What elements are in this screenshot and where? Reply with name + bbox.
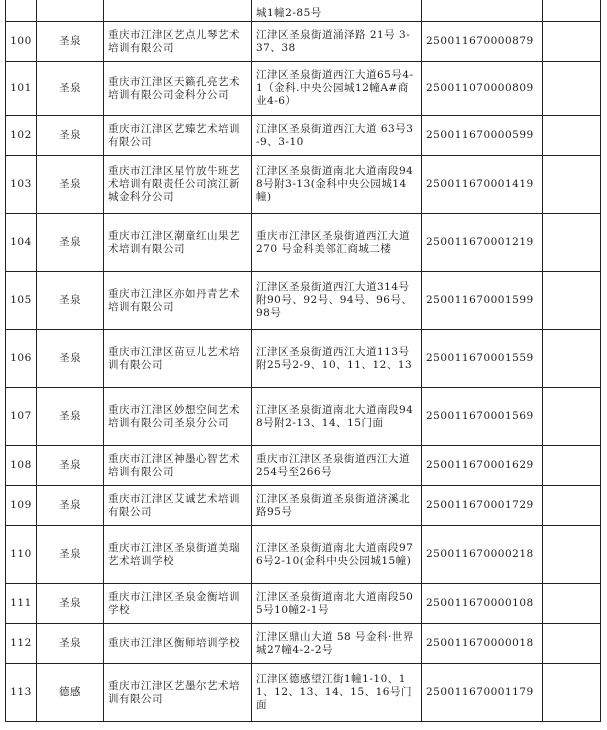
cell-name: 重庆市江津区圣泉金衡培训学校	[104, 584, 252, 624]
table-row-partial	[6, 0, 601, 22]
cell-address: 江津区德感望江街1幢1-10、11、12、13、14、15、16号门面	[252, 664, 422, 722]
cell-address: 江津区圣泉街道南北大道南段948号附3-13(金科中央公园城14幢)	[252, 156, 422, 214]
cell-blank	[543, 22, 601, 62]
registration-table	[5, 0, 601, 722]
cell-code: 250011670001219	[422, 214, 543, 272]
cell-area: 圣泉	[37, 486, 104, 526]
table-row	[6, 22, 601, 62]
cell-name: 重庆市江津区神墨心智艺术培训有限公司	[104, 446, 252, 486]
cell-blank	[543, 156, 601, 214]
cell-name: 重庆市江津区妙想空间艺术培训有限公司圣泉分公司	[104, 388, 252, 446]
cell-area: 圣泉	[37, 62, 104, 116]
cell-area: 圣泉	[37, 214, 104, 272]
cell-no: 110	[6, 526, 37, 584]
cell-code: 250011670001629	[422, 446, 543, 486]
table-row	[6, 584, 601, 624]
cell-address: 江津区圣泉街道南北大道南段505号10幢2-1号	[252, 584, 422, 624]
table-row	[6, 272, 601, 330]
table-row	[6, 214, 601, 272]
cell-no: 108	[6, 446, 37, 486]
cell-area	[37, 0, 104, 22]
cell-blank	[543, 214, 601, 272]
cell-address: 重庆市江津区圣泉街道西江大道 270 号金科美邻汇商城二楼	[252, 214, 422, 272]
cell-code: 250011670000218	[422, 526, 543, 584]
cell-name: 重庆市江津区衡师培训学校	[104, 624, 252, 664]
cell-no: 104	[6, 214, 37, 272]
cell-area: 圣泉	[37, 156, 104, 214]
cell-address: 江津区圣泉街道西江大道65号4-1（金科.中央公园城12幢A#商业4-6）	[252, 62, 422, 116]
cell-address: 江津区圣泉街道西江大道 63号3-9、3-10	[252, 116, 422, 156]
table-row	[6, 624, 601, 664]
cell-area: 圣泉	[37, 526, 104, 584]
table-row	[6, 388, 601, 446]
table-row	[6, 446, 601, 486]
cell-blank	[543, 446, 601, 486]
cell-address: 江津区圣泉街道涌泽路 21号 3-37、38	[252, 22, 422, 62]
cell-code: 250011670001419	[422, 156, 543, 214]
table-row	[6, 156, 601, 214]
cell-no: 103	[6, 156, 37, 214]
cell-blank	[543, 486, 601, 526]
cell-name: 重庆市江津区圣泉街道美瑞艺术培训学校	[104, 526, 252, 584]
cell-no: 113	[6, 664, 37, 722]
cell-code: 250011670000018	[422, 624, 543, 664]
cell-address: 江津区鼎山大道 58 号金科·世界城27幢4-2-2号	[252, 624, 422, 664]
cell-address: 江津区圣泉街道南北大道南段976号2-10(金科中央公园城15幢)	[252, 526, 422, 584]
cell-area: 德感	[37, 664, 104, 722]
cell-name: 重庆市江津区艺点儿琴艺术培训有限公司	[104, 22, 252, 62]
cell-code: 250011670000108	[422, 584, 543, 624]
cell-no: 105	[6, 272, 37, 330]
cell-no: 107	[6, 388, 37, 446]
cell-blank	[543, 62, 601, 116]
cell-no: 111	[6, 584, 37, 624]
cell-blank	[543, 664, 601, 722]
cell-no: 106	[6, 330, 37, 388]
cell-name: 重庆市江津区艺臻艺术培训有限公司	[104, 116, 252, 156]
table-row	[6, 116, 601, 156]
cell-address: 江津区圣泉街道南北大道南段948号附2-13、14、15门面	[252, 388, 422, 446]
cell-name: 重庆市江津区潮童红山果艺术培训有限公司	[104, 214, 252, 272]
cell-no: 109	[6, 486, 37, 526]
cell-blank	[543, 330, 601, 388]
cell-code: 250011670000599	[422, 116, 543, 156]
cell-area: 圣泉	[37, 116, 104, 156]
cell-blank	[543, 526, 601, 584]
table-row	[6, 330, 601, 388]
cell-blank	[543, 272, 601, 330]
cell-no: 100	[6, 22, 37, 62]
cell-code: 250011070000809	[422, 62, 543, 116]
cell-name: 重庆市江津区天籁孔亮艺术培训有限公司金科分公司	[104, 62, 252, 116]
cell-no: 102	[6, 116, 37, 156]
cell-name: 重庆市江津区亦如丹青艺术培训有限公司	[104, 272, 252, 330]
cell-no: 101	[6, 62, 37, 116]
cell-address: 重庆市江津区圣泉街道西江大道254号至266号	[252, 446, 422, 486]
cell-code: 250011670000879	[422, 22, 543, 62]
cell-no: 112	[6, 624, 37, 664]
cell-blank	[543, 388, 601, 446]
cell-code: 250011670001729	[422, 486, 543, 526]
cell-blank	[543, 0, 601, 22]
cell-address: 城1幢2-85号	[252, 0, 422, 22]
cell-code: 250011670001179	[422, 664, 543, 722]
table-row	[6, 526, 601, 584]
cell-name: 重庆市江津区艺墨尔艺术培训有限公司	[104, 664, 252, 722]
cell-area: 圣泉	[37, 446, 104, 486]
cell-address: 江津区圣泉街道圣泉街道济溪北路95号	[252, 486, 422, 526]
cell-name: 重庆市江津区苗豆儿艺术培训有限公司	[104, 330, 252, 388]
table-row	[6, 62, 601, 116]
cell-area: 圣泉	[37, 22, 104, 62]
cell-blank	[543, 584, 601, 624]
cell-name	[104, 0, 252, 22]
cell-blank	[543, 116, 601, 156]
table-row	[6, 486, 601, 526]
cell-code: 250011670001599	[422, 272, 543, 330]
cell-code	[422, 0, 543, 22]
cell-address: 江津区圣泉街道西江大道113号附25号2-9、10、11、12、13	[252, 330, 422, 388]
cell-blank	[543, 624, 601, 664]
cell-code: 250011670001559	[422, 330, 543, 388]
cell-name: 重庆市江津区星竹放牛班艺术培训有限责任公司滨江新城金科分公司	[104, 156, 252, 214]
cell-area: 圣泉	[37, 388, 104, 446]
table-row	[6, 664, 601, 722]
cell-name: 重庆市江津区艾诚艺术培训有限公司	[104, 486, 252, 526]
cell-area: 圣泉	[37, 624, 104, 664]
cell-no	[6, 0, 37, 22]
cell-address: 江津区圣泉街道西江大道314号附90号、92号、94号、96号、98号	[252, 272, 422, 330]
cell-area: 圣泉	[37, 330, 104, 388]
cell-area: 圣泉	[37, 584, 104, 624]
cell-code: 250011670001569	[422, 388, 543, 446]
cell-area: 圣泉	[37, 272, 104, 330]
